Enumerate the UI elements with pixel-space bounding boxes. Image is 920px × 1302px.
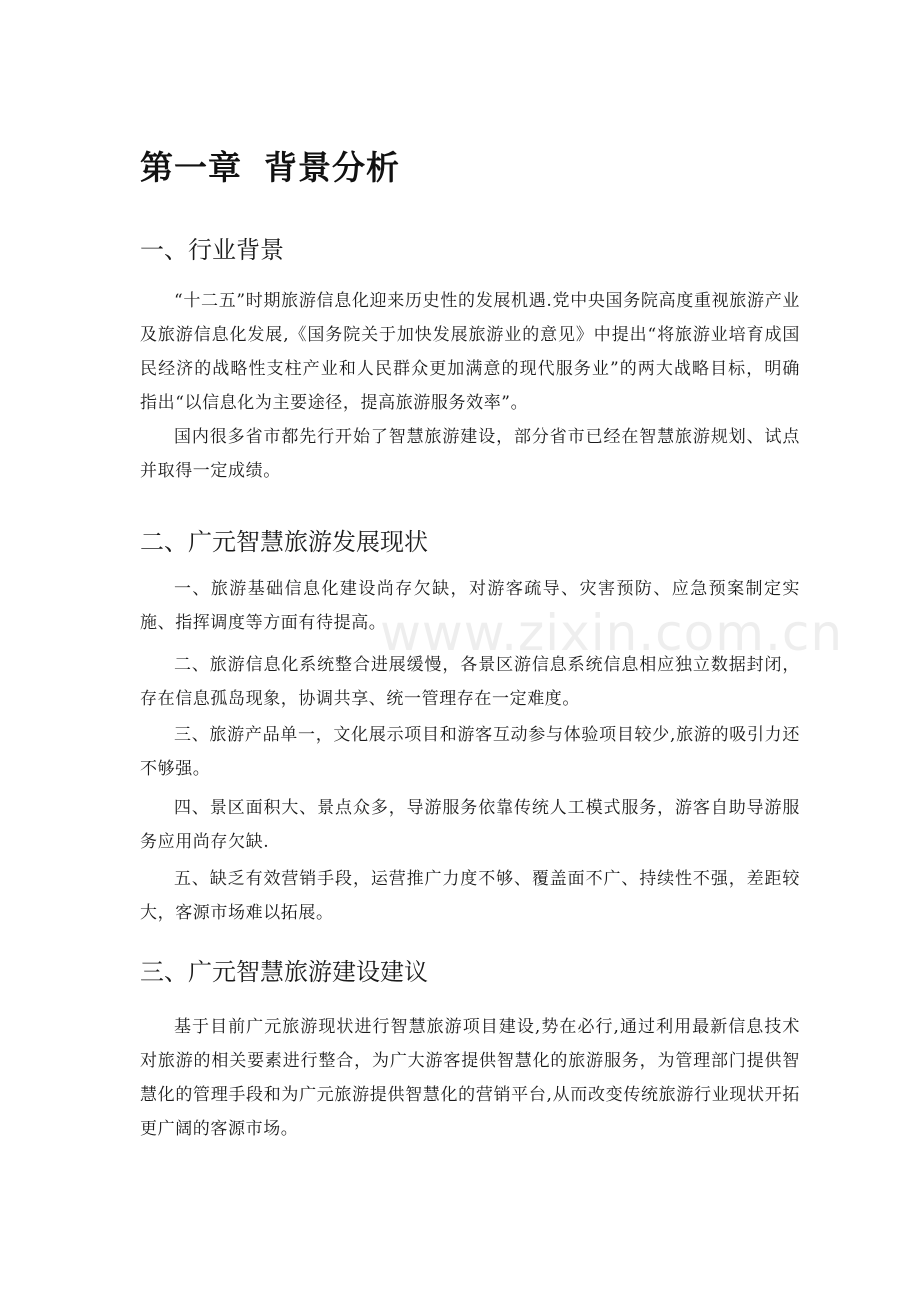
paragraph: 四、景区面积大、景点众多，导游服务依靠传统人工模式服务，游客自助导游服务应用尚存欠缺. <box>140 798 800 852</box>
paragraph: 国内很多省市都先行开始了智慧旅游建设，部分省市已经在智慧旅游规划、试点并取得一定成绩。 <box>140 427 800 481</box>
paragraph: “十二五”时期旅游信息化迎来历史性的发展机遇.党中央国务院高度重视旅游产业及旅游信息化发展,《国务院关于加快发展旅游业的意见》中提出“将旅游业培育成国民经济的战略性支柱产业和人民群众更加满意的现代服务业”的两大战略目标，明确指出“以信息化为主要途径，提高旅游服务效率”。 <box>140 291 800 413</box>
paragraph: 基于目前广元旅游现状进行智慧旅游项目建设,势在必行,通过利用最新信息技术对旅游的相关要素进行整合，为广大游客提供智慧化的旅游服务，为管理部门提供智慧化的管理手段和为广元旅游提供智慧化的营销平台,从而改变传统旅游行业现状开拓更广阔的客源市场。 <box>140 1017 800 1139</box>
section-heading-current-status: 二、广元智慧旅游发展现状 <box>140 528 428 556</box>
chapter-title <box>140 142 400 189</box>
paragraph: 三、旅游产品单一，文化展示项目和游客互动参与体验项目较少,旅游的吸引力还不够强。 <box>140 725 800 779</box>
paragraph: 一、旅游基础信息化建设尚存欠缺，对游客疏导、灾害预防、应急预案制定实施、指挥调度等方面有待提高。 <box>140 579 800 633</box>
paragraph: 五、缺乏有效营销手段，运营推广力度不够、覆盖面不广、持续性不强，差距较大，客源市场难以拓展。 <box>140 869 800 923</box>
paragraph: 二、旅游信息化系统整合进展缓慢，各景区游信息系统信息相应独立数据封闭，存在信息孤岛现象，协调共享、统一管理存在一定难度。 <box>140 655 800 709</box>
section-heading-industry-background: 一、行业背景 <box>140 236 284 264</box>
chapter-number: 第一章 <box>140 148 242 187</box>
watermark: www.zixin.com.cn <box>380 604 844 662</box>
section-heading-construction-proposal: 三、广元智慧旅游建设建议 <box>140 958 428 986</box>
chapter-name: 背景分析 <box>264 148 400 187</box>
